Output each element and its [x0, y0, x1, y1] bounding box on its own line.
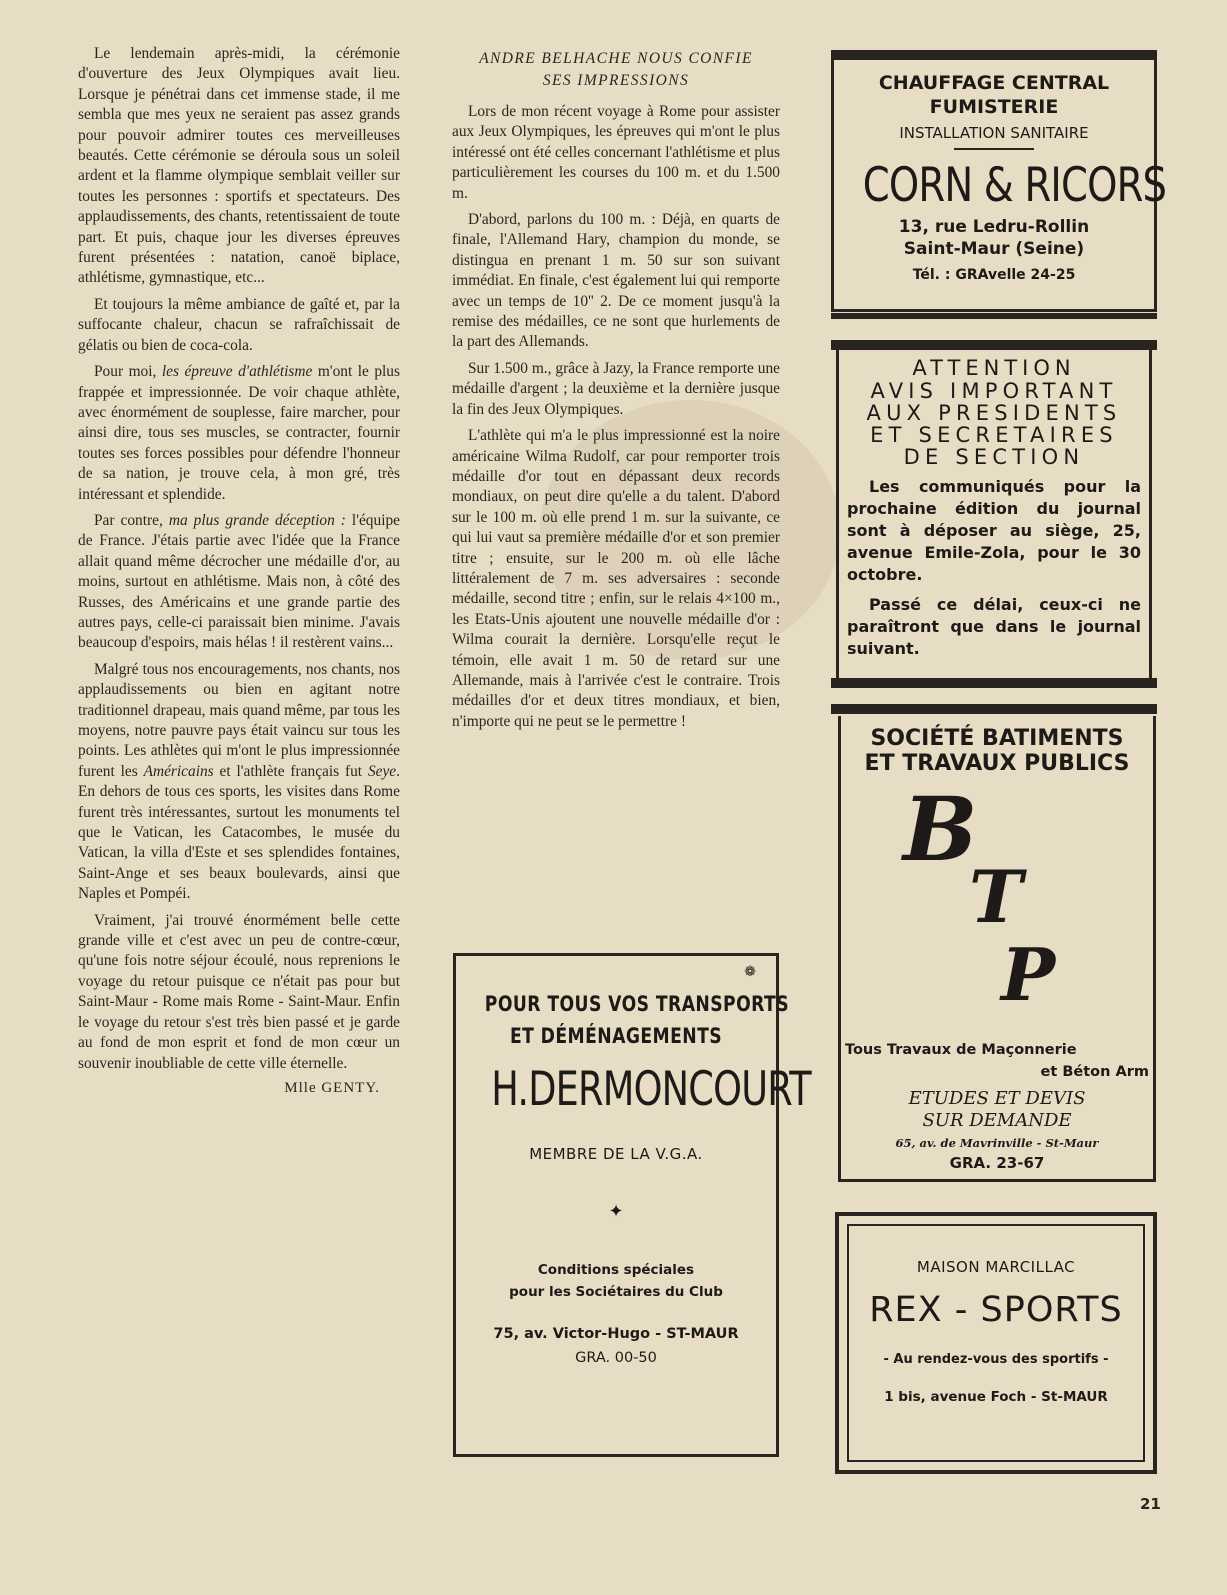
ad-address: 1 bis, avenue Foch - St-MAUR: [884, 1389, 1108, 1405]
page-number: 21: [1140, 1495, 1161, 1513]
ad-line: et Béton Arm: [1040, 1064, 1149, 1080]
ad-phone: Tél. : GRAvelle 24-25: [912, 267, 1076, 283]
article-paragraph: Et toujours la même ambiance de gaîté et, par la suffocante chaleur, chacun se rafraîchissait de gélatis ou bien de coca-cola.: [78, 295, 400, 354]
headline-line: SES IMPRESSIONS: [542, 72, 690, 89]
ad-line: FUMISTERIE: [929, 96, 1059, 118]
article-paragraph: D'abord, parlons du 100 m. : Déjà, en quarts de finale, l'Allemand Hary, champion du monde, se distingua en prenant 1 m. 50 sur son suivant immédiat. En finale, c'est également lui qui remporte avec un temps de 10'' 2. De ce moment jusqu'à la remise des médailles, ce ne sont que hurlements de la part des Allemands.: [452, 211, 780, 351]
ad-membership: MEMBRE DE LA V.G.A.: [529, 1145, 703, 1163]
article-paragraph: L'athlète qui m'a le plus impressionné est la noire américaine Wilma Rudolf, car pour remporter trois médaille d'or tout en dépassant deux records mondiaux, on peut dire qu'elle a du talent. D'abord sur le 100 m. où elle prend 1 m. sur la suivante, ce qui lui vaut sa première médaille d'or et son premier titre ; ensuite, sur le 200 m. où elle lâche littéralement de 7 m. ses adversaires : seconde médaille, second titre ; enfin, sur le relais 4×100 m., les Etats-Unis ajoutent une nouvelle médaille d'or : Wilma courait la dernière. Lorsqu'elle reçut le témoin, elle avait 1 m. 50 de retard sur une Allemande, mais à l'arrivée c'est le contraire. Trois médailles d'or et deux titres mondiaux, et bien, n'importe qui ne peut se le permettre !: [452, 427, 780, 730]
notice-subtitle: DE SECTION: [903, 445, 1085, 469]
text-run: Par contre,: [94, 511, 169, 529]
ad-top-bar: [831, 704, 1157, 714]
notice-title: ATTENTION: [912, 356, 1076, 380]
ad-line: CHAUFFAGE CENTRAL: [878, 72, 1110, 94]
notice-body: Passé ce délai, ceux-ci ne paraîtront que dans le journal suivant.: [847, 595, 1141, 658]
notice-bottom-bar: [831, 678, 1157, 688]
text-run: m'ont le plus frappée et impressionnée. De voir chaque athlète, avec énormément de souplesse, faire marcher, pour ainsi dire, tous ses muscles, se contracter, fournir toutes ses forces possibles pour défendre l'honneur de sa nation, je trouve cela, à mon gré, très intéressant et splendide.: [78, 363, 400, 503]
ad-line: Tous Travaux de Maçonnerie: [845, 1042, 1077, 1058]
article-paragraph: [78, 511, 400, 654]
notice-subtitle: AVIS IMPORTANT: [870, 379, 1118, 403]
ad-inner-frame: [847, 1224, 1145, 1462]
ad-bottom-bar: [831, 313, 1157, 319]
text-run: et l'athlète français fut: [213, 762, 368, 780]
ad-corn-ricors: [831, 60, 1167, 312]
ad-divider: [954, 148, 1034, 150]
text-run: Malgré tous nos encouragements, nos chants, nos applaudissements ou bien en agitant notre traditionnel drapeau, mais quand même, par tous les moyens, notre pauvre pays était vaincu sur tous les points. Les athlètes qui m'ont le plus impressionnée furent les: [78, 660, 400, 780]
ad-company-name: REX - SPORTS: [869, 1290, 1123, 1330]
ad-company-name: H.DERMONCOURT: [491, 1062, 811, 1117]
ornament-icon: ❁: [744, 964, 756, 980]
article-left-column: [78, 44, 400, 1097]
ad-address: 65, av. de Mavrinville - St-Maur: [895, 1136, 1099, 1150]
ad-btp: [838, 716, 1156, 1182]
ad-company-name: CORN & RICORS: [862, 158, 1167, 213]
article-paragraph: Vraiment, j'ai trouvé énormément belle cette grande ville et c'est avec un peu de contre-cœur, qu'une fois notre séjour écoulé, nous reprenions le voyage du retour puisque ce n'était pas pour but Saint-Maur - Rome mais Rome - Saint-Maur. Enfin le voyage du retour s'est très bien passé et je garde au fond de mon esprit et fond de mon cœur un souvenir inoubliable de cette ville éternelle.: [78, 911, 400, 1072]
ad-line: POUR TOUS VOS TRANSPORTS: [484, 992, 790, 1016]
author-signature: Mlle GENTY.: [284, 1079, 380, 1096]
ad-line: SUR DEMANDE: [922, 1110, 1072, 1131]
emphasis-text: les épreuve d'athlétisme: [161, 363, 313, 381]
article-paragraph: [78, 362, 400, 505]
article-paragraph: Lors de mon récent voyage à Rome pour assister aux Jeux Olympiques, les épreuves qui m'ont le plus intéressé ont été celles concernant l'athlétisme et plus particulièrement les courses du 100 m. et du 1.500 m.: [452, 103, 780, 202]
notice-subtitle: ET SECRETAIRES: [870, 423, 1118, 447]
article-paragraph: Sur 1.500 m., grâce à Jazy, la France remporte une médaille d'argent ; la deuxième et la dernière jusque la fin des Jeux Olympiques.: [452, 359, 780, 418]
notice-top-bar: [831, 340, 1157, 350]
text-run: . En dehors de tous ces sports, les visites dans Rome furent très intéressantes, surtout les monuments tel que le Vatican, les Catacombes, le musée du Vatican, la villa d'Este et ses splendides fontaines, Saint-Ange et ses beaux boulevards, ainsi que Naples et Pompéi.: [78, 762, 400, 903]
ad-line: Conditions spéciales: [537, 1262, 695, 1278]
ad-line: MAISON MARCILLAC: [916, 1258, 1076, 1276]
notice-subtitle: AUX PRESIDENTS: [866, 401, 1122, 425]
ad-address: 75, av. Victor-Hugo - ST-MAUR: [493, 1326, 739, 1342]
article-paragraph: [78, 660, 400, 905]
ad-line: pour les Sociétaires du Club: [509, 1284, 723, 1300]
ornament-icon: ✦: [608, 1201, 624, 1222]
article-paragraph: Le lendemain après-midi, la cérémonie d'ouverture des Jeux Olympiques avait lieu. Lorsque je pénétrai dans cet immense stade, il me sembla que mes yeux ne seraient pas assez grands pour pouvoir admirer toutes ces merveilleuses beautés. Cette cérémonie se déroula sous un soleil ardent et la flamme olympique semblait veiller sur toutes les personnes : sportifs et spectateurs. Des applaudissements, des chants, retentissaient de toute part. Et puis, chaque jour les diverses épreuves furent présentées : natation, canoë biplace, athlétisme, gymnastique, etc...: [78, 45, 400, 287]
emphasis-text: ma plus grande déception :: [168, 511, 346, 529]
notice-body: Les communiqués pour la prochaine édition du journal sont à déposer au siège, 25, avenue Emile-Zola, pour le 30 octobre.: [847, 477, 1141, 584]
ad-dermoncourt: [453, 953, 811, 1457]
logo-letter-t: T: [969, 854, 1023, 939]
notice-attention: [836, 350, 1152, 678]
emphasis-text: Seye: [367, 762, 397, 780]
ad-address: Saint-Maur (Seine): [903, 239, 1085, 259]
emphasis-text: Américains: [143, 762, 214, 780]
ad-address: 13, rue Ledru-Rollin: [898, 217, 1090, 237]
ad-phone: GRA. 23-67: [949, 1154, 1045, 1172]
ad-line: ET TRAVAUX PUBLICS: [864, 751, 1130, 776]
headline-line: ANDRE BELHACHE NOUS CONFIE: [479, 50, 753, 67]
ad-tagline: - Au rendez-vous des sportifs -: [883, 1352, 1109, 1367]
ad-line: INSTALLATION SANITAIRE: [899, 124, 1089, 142]
text-run: l'équipe de France. J'étais partie avec l'idée que la France allait quand même décrocher une médaille d'or, au moins, surtout en athlétisme. Mais non, à côté des Russes, des Américains et une grande partie des autres pays, celle-ci paraissait bien minime. J'avais beaucoup d'espoirs, mais hélas ! il restèrent vains...: [78, 511, 400, 652]
logo-letter-p: P: [1001, 932, 1056, 1017]
ad-line: SOCIÉTÉ BATIMENTS: [870, 726, 1124, 751]
ad-phone: GRA. 00-50: [575, 1350, 657, 1366]
ad-top-bar: [831, 50, 1157, 60]
logo-letter-b: B: [903, 777, 978, 881]
article-headline: [452, 48, 780, 92]
ad-rex-sports: [835, 1212, 1157, 1474]
ad-line: ETUDES ET DEVIS: [908, 1088, 1086, 1109]
ad-line: ET DÉMÉNAGEMENTS: [509, 1024, 723, 1048]
article-right-column: [452, 44, 780, 738]
text-run: Pour moi,: [94, 363, 162, 381]
